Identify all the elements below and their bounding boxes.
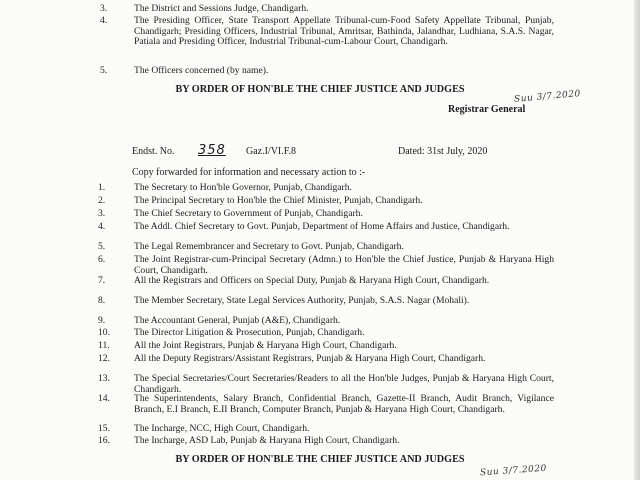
order-heading: BY ORDER OF HON'BLE THE CHIEF JUSTICE AND JUDGES	[175, 84, 465, 95]
list-number: 8.	[98, 295, 106, 306]
list-item-text: The Joint Registrar-cum-Principal Secretary (Admn.) to Hon'ble the Chief Justice, Punjab & Haryana High Court, Chandigarh.	[134, 254, 554, 276]
list-item-text: All the Joint Registrars, Punjab & Haryana High Court, Chandigarh.	[134, 340, 397, 351]
endorsement-number: 358	[198, 143, 226, 158]
page-edge-shadow	[634, 0, 640, 480]
list-item-text: The Incharge, NCC, High Court, Chandigarh.	[134, 423, 310, 434]
signature-2: Suu 3/7.2020	[479, 463, 548, 479]
list-item-text: The Director Litigation & Prosecution, Punjab, Chandigarh.	[134, 327, 365, 338]
list-number: 2.	[98, 195, 106, 206]
list-item-text: The Addl. Chief Secretary to Govt. Punjab, Department of Home Affairs and Justice, Chandigarh.	[134, 221, 510, 232]
list-item-text: All the Registrars and Officers on Special Duty, Punjab & Haryana High Court, Chandigarh.	[134, 275, 490, 286]
list-number: 4.	[100, 15, 108, 26]
list-item-text: The Chief Secretary to Government of Punjab, Chandigarh.	[134, 208, 363, 219]
list-number: 12.	[98, 353, 110, 364]
list-number: 5.	[98, 241, 106, 252]
list-item-text: The Member Secretary, State Legal Services Authority, Punjab, S.A.S. Nagar (Mohali).	[134, 295, 470, 306]
list-number: 6.	[98, 254, 106, 265]
list-item-text: The Principal Secretary to Hon'ble the Chief Minister, Punjab, Chandigarh.	[134, 195, 423, 206]
endorsement-label: Endst. No.	[132, 146, 175, 157]
list-number: 11.	[98, 340, 110, 351]
list-item-text: The Incharge, ASD Lab, Punjab & Haryana High Court, Chandigarh.	[134, 435, 400, 446]
list-number: 14.	[98, 393, 110, 404]
registrar-designation: Registrar General	[448, 104, 526, 115]
list-number: 9.	[98, 315, 106, 326]
copy-forwarded-line: Copy forwarded for information and necessary action to :-	[132, 167, 366, 178]
list-number: 5.	[100, 65, 108, 76]
list-number: 3.	[100, 3, 108, 14]
list-item-text: The Officers concerned (by name).	[134, 65, 269, 76]
list-number: 13.	[98, 373, 110, 384]
list-item-text: The Special Secretaries/Court Secretaries/Readers to all the Hon'ble Judges, Punjab & Haryana High Court, Chandigarh.	[134, 373, 554, 395]
list-item-text: The District and Sessions Judge, Chandigarh.	[134, 3, 309, 14]
order-heading-2: BY ORDER OF HON'BLE THE CHIEF JUSTICE AND JUDGES	[175, 454, 465, 465]
list-number: 10.	[98, 327, 110, 338]
signature: Suu 3/7.2020	[513, 89, 582, 105]
list-item-text: The Superintendents, Salary Branch, Confidential Branch, Gazette-II Branch, Audit Branch, Vigilance Branch, E.I Branch, E.II Branch, Computer Branch, Punjab & Haryana High Court, Chandigarh.	[134, 393, 554, 415]
list-number: 4.	[98, 221, 106, 232]
list-item-text: The Presiding Officer, State Transport Appellate Tribunal-cum-Food Safety Appellate Tribunal, Punjab, Chandigarh; Presiding Officers, Industrial Tribunal, Amritsar, Bathinda, Jalandhar, Ludhiana, S.A.S. Nagar, Patiala and Presiding Officer, Industrial Tribunal-cum-Labour Court, Chandigarh.	[134, 15, 554, 48]
endorsement-reference: Gaz.I/VI.F.8	[246, 146, 297, 157]
list-item-text: All the Deputy Registrars/Assistant Registrars, Punjab & Haryana High Court, Chandigarh.	[134, 353, 486, 364]
endorsement-date: Dated: 31st July, 2020	[398, 146, 488, 157]
list-number: 16.	[98, 435, 110, 446]
list-item-text: The Legal Remembrancer and Secretary to Govt. Punjab, Chandigarh.	[134, 241, 404, 252]
list-number: 1.	[98, 182, 106, 193]
list-number: 15.	[98, 423, 110, 434]
list-number: 7.	[98, 275, 106, 286]
list-item-text: The Accountant General, Punjab (A&E), Chandigarh.	[134, 315, 341, 326]
list-number: 3.	[98, 208, 106, 219]
list-item-text: The Secretary to Hon'ble Governor, Punjab, Chandigarh.	[134, 182, 352, 193]
